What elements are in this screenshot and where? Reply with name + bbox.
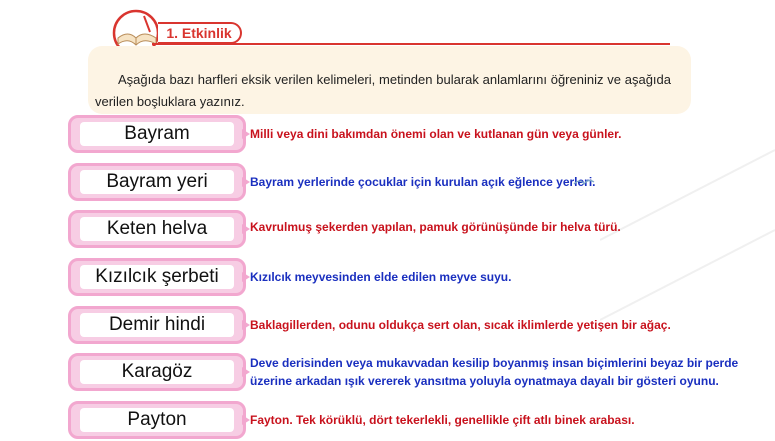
definition-text: Milli veya dini bakımdan önemi olan ve kutlanan gün veya günler. (250, 127, 622, 141)
word-box (68, 353, 246, 391)
word-box (68, 210, 246, 248)
instructions-text: Aşağıda bazı harfleri eksik verilen kelimeleri, metinden bularak anlamlarını öğreniniz ve aşağıda verilen boşluklara yazınız. (95, 72, 671, 109)
pointer-icon (242, 177, 250, 187)
pointer-icon (242, 129, 250, 139)
word-label: Keten helva (80, 217, 234, 241)
word-box (68, 163, 246, 201)
definition-text: Kavrulmuş şekerden yapılan, pamuk görünüşünde bir helva türü. (250, 220, 621, 234)
pointer-icon (242, 367, 250, 377)
pointer-icon (242, 224, 250, 234)
definition-text: Bayram yerlerinde çocuklar için kurulan açık eğlence yerleri. (250, 175, 596, 189)
definition-text: Kızılcık meyvesinden elde edilen meyve suyu. (250, 270, 512, 284)
pointer-icon (242, 272, 250, 282)
pointer-icon (242, 320, 250, 330)
word-box (68, 306, 246, 344)
word-box (68, 401, 246, 439)
definition-text: Fayton. Tek körüklü, dört tekerlekli, genellikle çift atlı binek arabası. (250, 413, 635, 427)
word-box (68, 258, 246, 296)
word-label: Bayram (80, 122, 234, 146)
activity-title: 1. Etkinlik (158, 22, 242, 44)
definition-text-line2: üzerine arkadan ışık vererek yansıtma yoluyla oynatmaya dayalı bir gösteri oyunu. (250, 374, 719, 388)
word-label: Kızılcık şerbeti (80, 265, 234, 289)
background-lines (600, 120, 775, 441)
definition-text: Baklagillerden, odunu oldukça sert olan, sıcak iklimlerde yetişen bir ağaç. (250, 318, 671, 332)
word-box (68, 115, 246, 153)
definition-text-line1: Deve derisinden veya mukavvadan kesilip boyanmış insan biçimlerini beyaz bir perde (250, 356, 739, 370)
word-label: Bayram yeri (80, 170, 234, 194)
pointer-icon (242, 415, 250, 425)
word-label: Karagöz (80, 360, 234, 384)
word-label: Demir hindi (80, 313, 234, 337)
bird-doodle-icon (572, 176, 596, 190)
word-label: Payton (80, 408, 234, 432)
